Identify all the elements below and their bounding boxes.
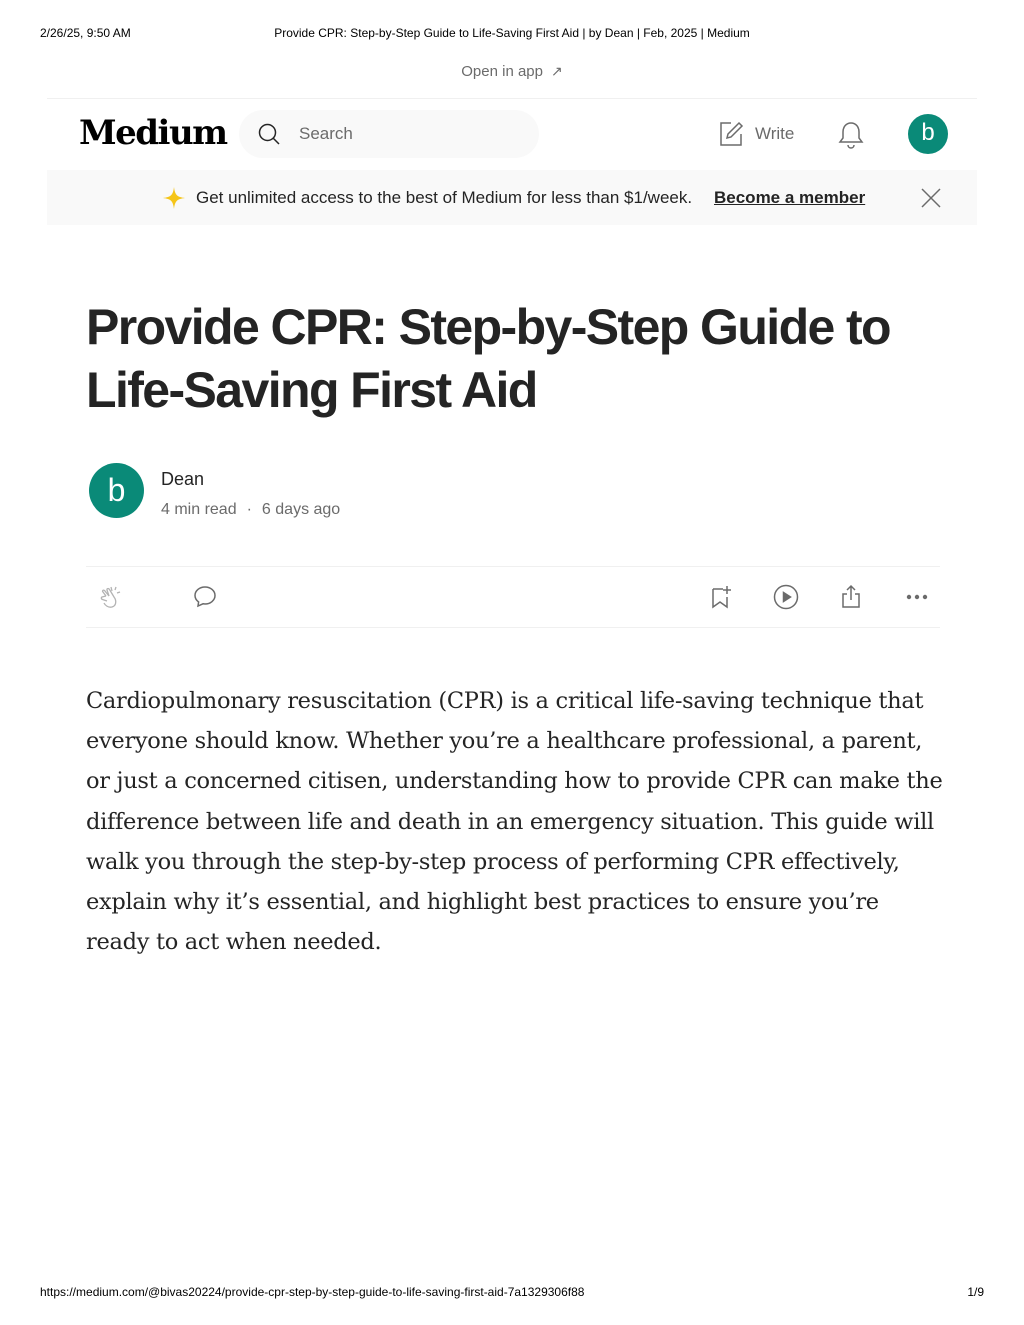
print-header (0, 26, 1024, 42)
banner-text: Get unlimited access to the best of Medium for less than $1/week. (196, 188, 693, 207)
user-avatar[interactable]: b (908, 114, 948, 154)
write-label: Write (755, 124, 795, 143)
clap-icon[interactable] (98, 584, 124, 610)
bell-icon[interactable] (837, 120, 865, 150)
search-placeholder: Search (299, 124, 353, 143)
print-datetime: 2/26/25, 9:50 AM (40, 26, 131, 40)
search-input[interactable] (239, 110, 539, 158)
publish-date: 6 days ago (261, 501, 341, 518)
author-name[interactable]: Dean (161, 469, 205, 489)
print-url: https://medium.com/@bivas20224/provide-cpr-step-by-step-guide-to-life-saving-first-aid-7a1329306f88 (40, 1285, 585, 1299)
write-icon (717, 120, 745, 148)
play-icon[interactable] (773, 584, 799, 610)
print-page-number: 1/9 (967, 1285, 984, 1299)
article-meta (161, 501, 340, 519)
share-icon[interactable] (838, 584, 864, 610)
article-title: Provide CPR: Step-by-Step Guide to Life-Saving First Aid (86, 299, 890, 418)
comment-icon[interactable] (192, 584, 218, 610)
author-avatar[interactable]: b (89, 463, 144, 518)
open-in-app-link[interactable] (0, 63, 1024, 80)
read-time: 4 min read (161, 501, 237, 518)
print-page-title: Provide CPR: Step-by-Step Guide to Life-Saving First Aid | by Dean | Feb, 2025 | Medium (274, 26, 750, 40)
membership-banner (47, 170, 977, 225)
bookmark-add-icon[interactable] (708, 584, 734, 610)
top-navbar (47, 99, 977, 170)
medium-logo[interactable]: Medium (79, 113, 227, 153)
become-member-link[interactable]: Become a member (714, 188, 866, 207)
article-body-paragraph: Cardiopulmonary resuscitation (CPR) is a critical life-saving technique that everyone should know. Whether you’re a healthcare professional, a parent, or just a concerned citisen, understanding how to provide CPR can make the difference between life and death in an emergency situation. This guide will walk you through the step-by-step process of performing CPR effectively, explain why it’s essential, and highlight best practices to ensure you’re ready to act when needed. (86, 688, 943, 956)
more-icon[interactable] (904, 584, 930, 610)
print-footer (0, 1285, 1024, 1301)
article-action-bar (86, 566, 940, 628)
arrow-up-right-icon: ↗ (551, 63, 563, 79)
search-icon (257, 122, 281, 146)
open-in-app-label: Open in app (461, 63, 543, 80)
sparkle-icon (163, 187, 185, 209)
meta-separator: · (246, 501, 252, 518)
close-icon[interactable] (921, 188, 941, 208)
